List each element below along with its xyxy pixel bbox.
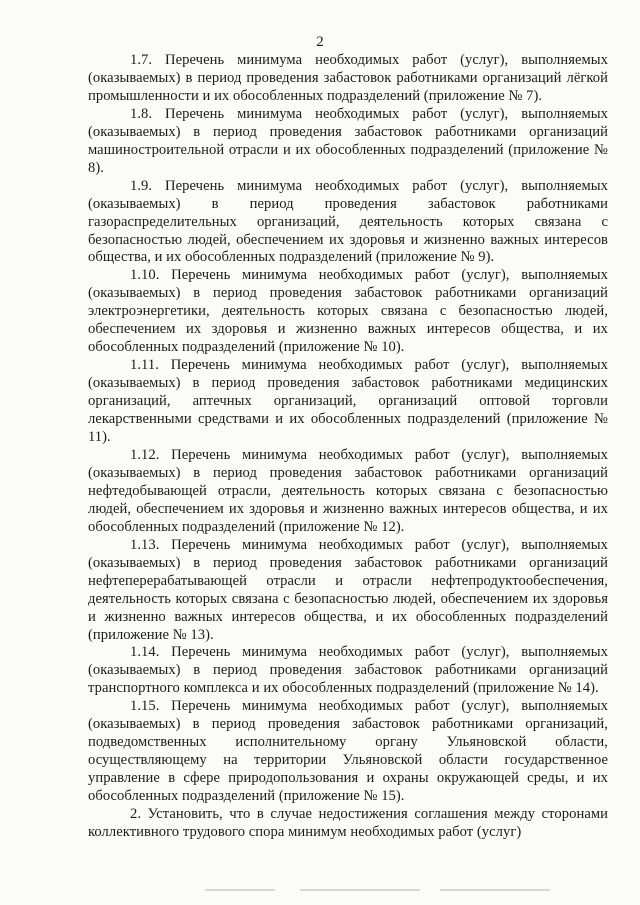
paragraph-1-8: 1.8. Перечень минимума необходимых работ (услуг), выполняемых (оказываемых) в период проведения забастовок работниками организаций машиностроительной отрасли и их обособленных подразделений (приложение № 8).	[88, 105, 608, 176]
paragraph-1-12: 1.12. Перечень минимума необходимых работ (услуг), выполняемых (оказываемых) в период проведения забастовок работниками организаций нефтедобывающей отрасли, деятельность которых связана с безопасностью людей, обеспечением их здоровья и жизненно важных интересов общества, и их обособленных подразделений (приложение № 12).	[88, 446, 608, 535]
paragraph-1-7: 1.7. Перечень минимума необходимых работ (услуг), выполняемых (оказываемых) в период проведения забастовок работниками организаций лёгкой промышленности и их обособленных подразделений (приложение № 7).	[88, 52, 608, 104]
paragraph-1-15: 1.15. Перечень минимума необходимых работ (услуг), выполняемых (оказываемых) в период проведения забастовок работниками организаций, подведомственных исполнительному органу Ульяновской области, осуществляющему на территории Ульяновской области государственное управление в сфере природопользования и охраны окружающей среды, и их обособленных подразделений (приложение № 15).	[88, 698, 608, 805]
paragraph-1-9: 1.9. Перечень минимума необходимых работ (услуг), выполняемых (оказываемых) в период проведения забастовок работниками газораспределительных организаций, деятельность которых связана с безопасностью людей, обеспечением их здоровья и жизненно важных интересов общества, и их обособленных подразделений (приложение № 9).	[88, 177, 608, 266]
paragraph-1-13: 1.13. Перечень минимума необходимых работ (услуг), выполняемых (оказываемых) в период проведения забастовок работниками организаций нефтеперерабатывающей отрасли и отрасли нефтепродуктообеспечения, деятельность которых связана с безопасностью людей, обеспечением их здоровья и жизненно важных интересов общества, и их обособленных подразделений (приложение № 13).	[88, 536, 608, 643]
scan-artifact	[300, 889, 420, 891]
paragraph-1-10: 1.10. Перечень минимума необходимых работ (услуг), выполняемых (оказываемых) в период проведения забастовок работниками организаций электроэнергетики, деятельность которых связана с безопасностью людей, обеспечением их здоровья и жизненно важных интересов общества, и их обособленных подразделений (приложение № 10).	[88, 267, 608, 356]
document-body	[88, 52, 608, 842]
page-number: 2	[316, 34, 324, 50]
paragraph-2: 2. Установить, что в случае недостижения соглашения между сторонами коллективного трудового спора минимум необходимых работ (услуг)	[88, 806, 608, 840]
paragraph-1-11: 1.11. Перечень минимума необходимых работ (услуг), выполняемых (оказываемых) в период проведения забастовок работниками медицинских организаций, аптечных организаций, организаций оптовой торговли лекарственными средствами и их обособленных подразделений (приложение № 11).	[88, 357, 608, 446]
scan-artifact	[440, 889, 550, 891]
paragraph-1-14: 1.14. Перечень минимума необходимых работ (услуг), выполняемых (оказываемых) в период проведения забастовок работниками организаций транспортного комплекса и их обособленных подразделений (приложение № 14).	[88, 644, 608, 697]
scan-artifact	[205, 889, 275, 891]
